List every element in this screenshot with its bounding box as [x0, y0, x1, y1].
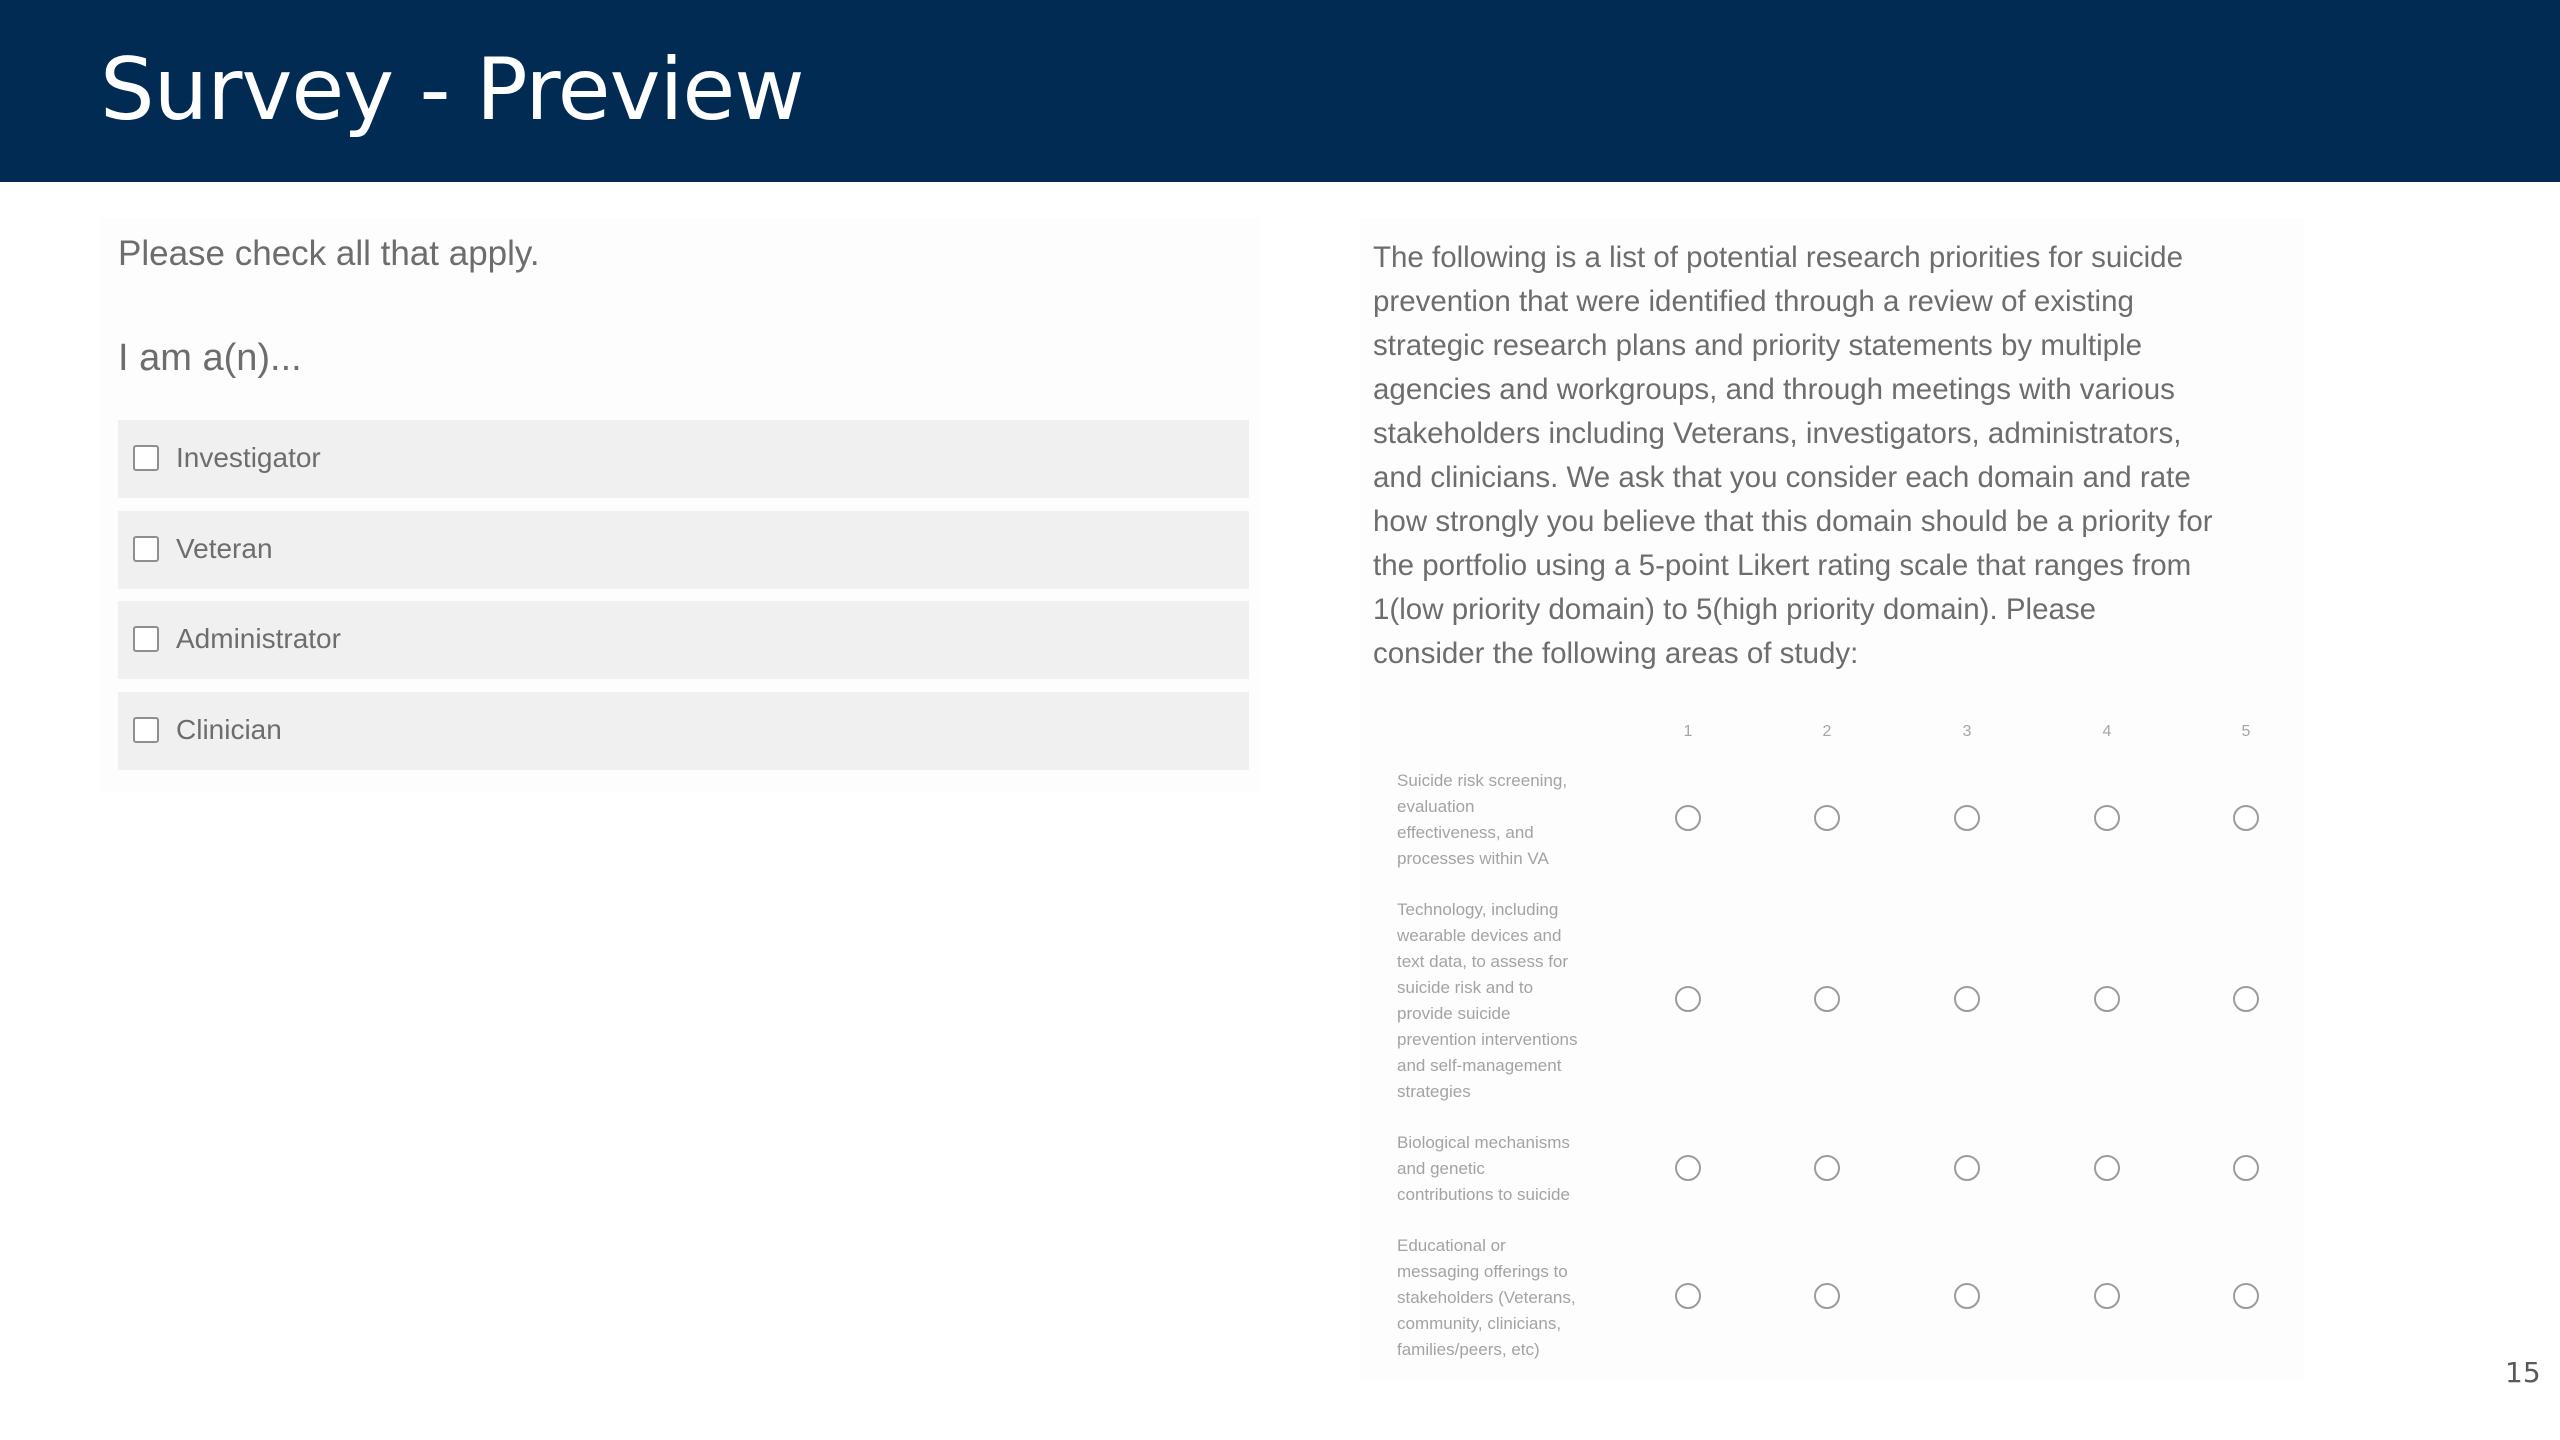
- question-text: I am a(n)...: [118, 337, 302, 379]
- row-label-line: Suicide risk screening,: [1397, 771, 1568, 790]
- row-label-line: strategies: [1397, 1082, 1471, 1101]
- row-label-line: prevention interventions: [1397, 1030, 1578, 1049]
- checkbox[interactable]: [133, 717, 159, 743]
- intro-line: consider the following areas of study:: [1373, 637, 1859, 670]
- option-investigator[interactable]: [118, 420, 1249, 498]
- row-label-line: Educational or: [1397, 1236, 1506, 1255]
- radio-row2-3[interactable]: [1954, 986, 1980, 1012]
- option-label: Investigator: [176, 442, 321, 473]
- radio-row3-1[interactable]: [1675, 1155, 1701, 1181]
- row-label-line: stakeholders (Veterans,: [1397, 1288, 1576, 1307]
- matrix-row-label-educational: [1397, 1233, 1607, 1363]
- scale-label-4: 4: [2102, 723, 2112, 740]
- scale-label-1: 1: [1683, 723, 1693, 740]
- row-label-line: wearable devices and: [1397, 926, 1562, 945]
- radio-row1-1[interactable]: [1675, 805, 1701, 831]
- radio-row2-4[interactable]: [2094, 986, 2120, 1012]
- option-label: Administrator: [176, 623, 341, 654]
- radio-row4-5[interactable]: [2233, 1283, 2259, 1309]
- checkbox[interactable]: [133, 445, 159, 471]
- radio-row1-5[interactable]: [2233, 805, 2259, 831]
- radio-row3-3[interactable]: [1954, 1155, 1980, 1181]
- radio-row4-1[interactable]: [1675, 1283, 1701, 1309]
- radio-row2-5[interactable]: [2233, 986, 2259, 1012]
- intro-line: strategic research plans and priority statements by multiple: [1373, 329, 2142, 362]
- intro-line: how strongly you believe that this domain should be a priority for: [1373, 505, 2213, 538]
- matrix-row-label-technology: [1397, 897, 1607, 1105]
- option-veteran[interactable]: [118, 511, 1249, 589]
- intro-line: the portfolio using a 5-point Likert rating scale that ranges from: [1373, 549, 2192, 582]
- scale-label-5: 5: [2241, 723, 2251, 740]
- option-clinician[interactable]: [118, 692, 1249, 770]
- checkbox[interactable]: [133, 536, 159, 562]
- scale-label-2: 2: [1822, 723, 1832, 740]
- page-number: 15: [2505, 1356, 2541, 1389]
- radio-row4-2[interactable]: [1814, 1283, 1840, 1309]
- matrix-instructions: [1373, 236, 2308, 676]
- slide-header: [0, 0, 2560, 182]
- radio-row3-2[interactable]: [1814, 1155, 1840, 1181]
- row-label-line: evaluation: [1397, 797, 1475, 816]
- intro-line: The following is a list of potential research priorities for suicide: [1373, 241, 2183, 274]
- checkbox-question-panel: [100, 218, 1260, 793]
- matrix-row-label-screening: [1397, 768, 1607, 872]
- intro-line: stakeholders including Veterans, investigators, administrators,: [1373, 417, 2182, 450]
- radio-row4-4[interactable]: [2094, 1283, 2120, 1309]
- row-label-line: and self-management: [1397, 1056, 1562, 1075]
- row-label-line: community, clinicians,: [1397, 1314, 1562, 1333]
- scale-label-3: 3: [1962, 723, 1972, 740]
- intro-line: 1(low priority domain) to 5(high priority domain). Please: [1373, 593, 2097, 626]
- option-administrator[interactable]: [118, 601, 1249, 679]
- likert-matrix-panel: [1360, 218, 2304, 1380]
- row-label-line: provide suicide: [1397, 1004, 1511, 1023]
- intro-line: and clinicians. We ask that you consider each domain and rate: [1373, 461, 2191, 494]
- slide-title: Survey - Preview: [100, 40, 804, 140]
- radio-row2-1[interactable]: [1675, 986, 1701, 1012]
- row-label-line: messaging offerings to: [1397, 1262, 1568, 1281]
- row-label-line: and genetic: [1397, 1159, 1485, 1178]
- row-label-line: text data, to assess for: [1397, 952, 1569, 971]
- row-label-line: Biological mechanisms: [1397, 1133, 1570, 1152]
- radio-row1-2[interactable]: [1814, 805, 1840, 831]
- row-label-line: contributions to suicide: [1397, 1185, 1570, 1204]
- row-label-line: processes within VA: [1397, 849, 1549, 868]
- checkbox[interactable]: [133, 626, 159, 652]
- option-label: Veteran: [176, 533, 273, 564]
- intro-line: prevention that were identified through a review of existing: [1373, 285, 2134, 318]
- radio-row4-3[interactable]: [1954, 1283, 1980, 1309]
- intro-line: agencies and workgroups, and through meetings with various: [1373, 373, 2175, 406]
- row-label-line: Technology, including: [1397, 900, 1559, 919]
- radio-row3-5[interactable]: [2233, 1155, 2259, 1181]
- radio-row2-2[interactable]: [1814, 986, 1840, 1012]
- radio-row1-4[interactable]: [2094, 805, 2120, 831]
- question-instructions: Please check all that apply.: [118, 234, 540, 273]
- option-label: Clinician: [176, 714, 282, 745]
- radio-row3-4[interactable]: [2094, 1155, 2120, 1181]
- row-label-line: suicide risk and to: [1397, 978, 1534, 997]
- radio-row1-3[interactable]: [1954, 805, 1980, 831]
- matrix-row-label-biological: [1397, 1130, 1607, 1208]
- row-label-line: families/peers, etc): [1397, 1340, 1540, 1359]
- row-label-line: effectiveness, and: [1397, 823, 1534, 842]
